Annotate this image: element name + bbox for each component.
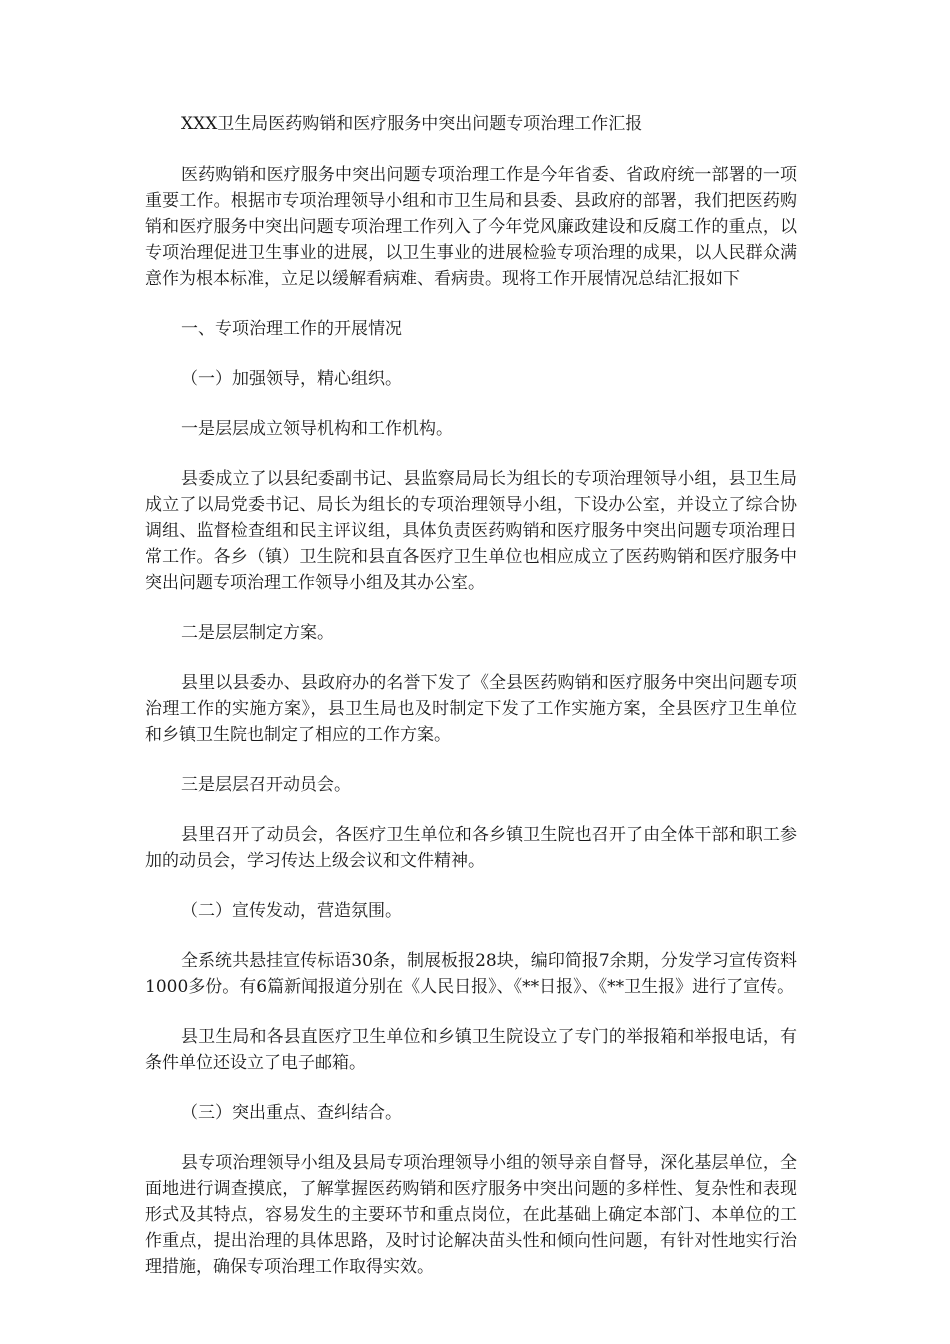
point-heading-1: 一是层层成立领导机构和工作机构。	[181, 419, 453, 439]
subsection-heading-3: （三）突出重点、查纠结合。	[181, 1103, 402, 1123]
subsection-heading-2: （二）宣传发动，营造氛围。	[181, 901, 402, 921]
paragraph-supervision: 县专项治理领导小组及县局专项治理领导小组的领导亲自督导，深化基层单位，全面地进行调查摸底，了解掌握医药购销和医疗服务中突出问题的多样性、复杂性和表现形式及其特点，容易发生的主要环节和重点岗位，在此基础上确定本部门、本单位的工作重点，提出治理的具体思路，及时讨论解决苗头性和倾向性问题，有针对性地实行治理措施，确保专项治理工作取得实效。	[145, 1153, 797, 1277]
paragraph-publicity: 全系统共悬挂宣传标语30条，制展板报28块，编印简报7余期，分发学习宣传资料1000多份。有6篇新闻报道分别在《人民日报》、《**日报》、《**卫生报》进行了宣传。	[145, 951, 797, 997]
document-page	[145, 110, 797, 1304]
section-heading-1: 一、专项治理工作的开展情况	[181, 319, 402, 339]
paragraph-plans: 县里以县委办、县政府办的名誉下发了《全县医药购销和医疗服务中突出问题专项治理工作的实施方案》，县卫生局也及时制定下发了工作实施方案，全县医疗卫生单位和乡镇卫生院也制定了相应的工作方案。	[145, 673, 797, 745]
paragraph-meetings: 县里召开了动员会，各医疗卫生单位和各乡镇卫生院也召开了由全体干部和职工参加的动员会，学习传达上级会议和文件精神。	[145, 825, 797, 871]
paragraph-reporting: 县卫生局和各县直医疗卫生单位和乡镇卫生院设立了专门的举报箱和举报电话，有条件单位还设立了电子邮箱。	[145, 1027, 797, 1073]
paragraph-leadership: 县委成立了以县纪委副书记、县监察局局长为组长的专项治理领导小组，县卫生局成立了以局党委书记、局长为组长的专项治理领导小组，下设办公室，并设立了综合协调组、监督检查组和民主评议组，具体负责医药购销和医疗服务中突出问题专项治理日常工作。各乡（镇）卫生院和县直各医疗卫生单位也相应成立了医药购销和医疗服务中突出问题专项治理工作领导小组及其办公室。	[145, 469, 797, 593]
point-heading-2: 二是层层制定方案。	[181, 623, 334, 643]
document-title: XXX卫生局医药购销和医疗服务中突出问题专项治理工作汇报	[181, 114, 643, 134]
subsection-heading-1: （一）加强领导，精心组织。	[181, 369, 402, 389]
point-heading-3: 三是层层召开动员会。	[181, 775, 351, 795]
paragraph-intro: 医药购销和医疗服务中突出问题专项治理工作是今年省委、省政府统一部署的一项重要工作。根据市专项治理领导小组和市卫生局和县委、县政府的部署，我们把医药购销和医疗服务中突出问题专项治理工作列入了今年党风廉政建设和反腐工作的重点，以专项治理促进卫生事业的进展，以卫生事业的进展检验专项治理的成果，以人民群众满意作为根本标准，立足以缓解看病难、看病贵。现将工作开展情况总结汇报如下	[145, 165, 797, 289]
